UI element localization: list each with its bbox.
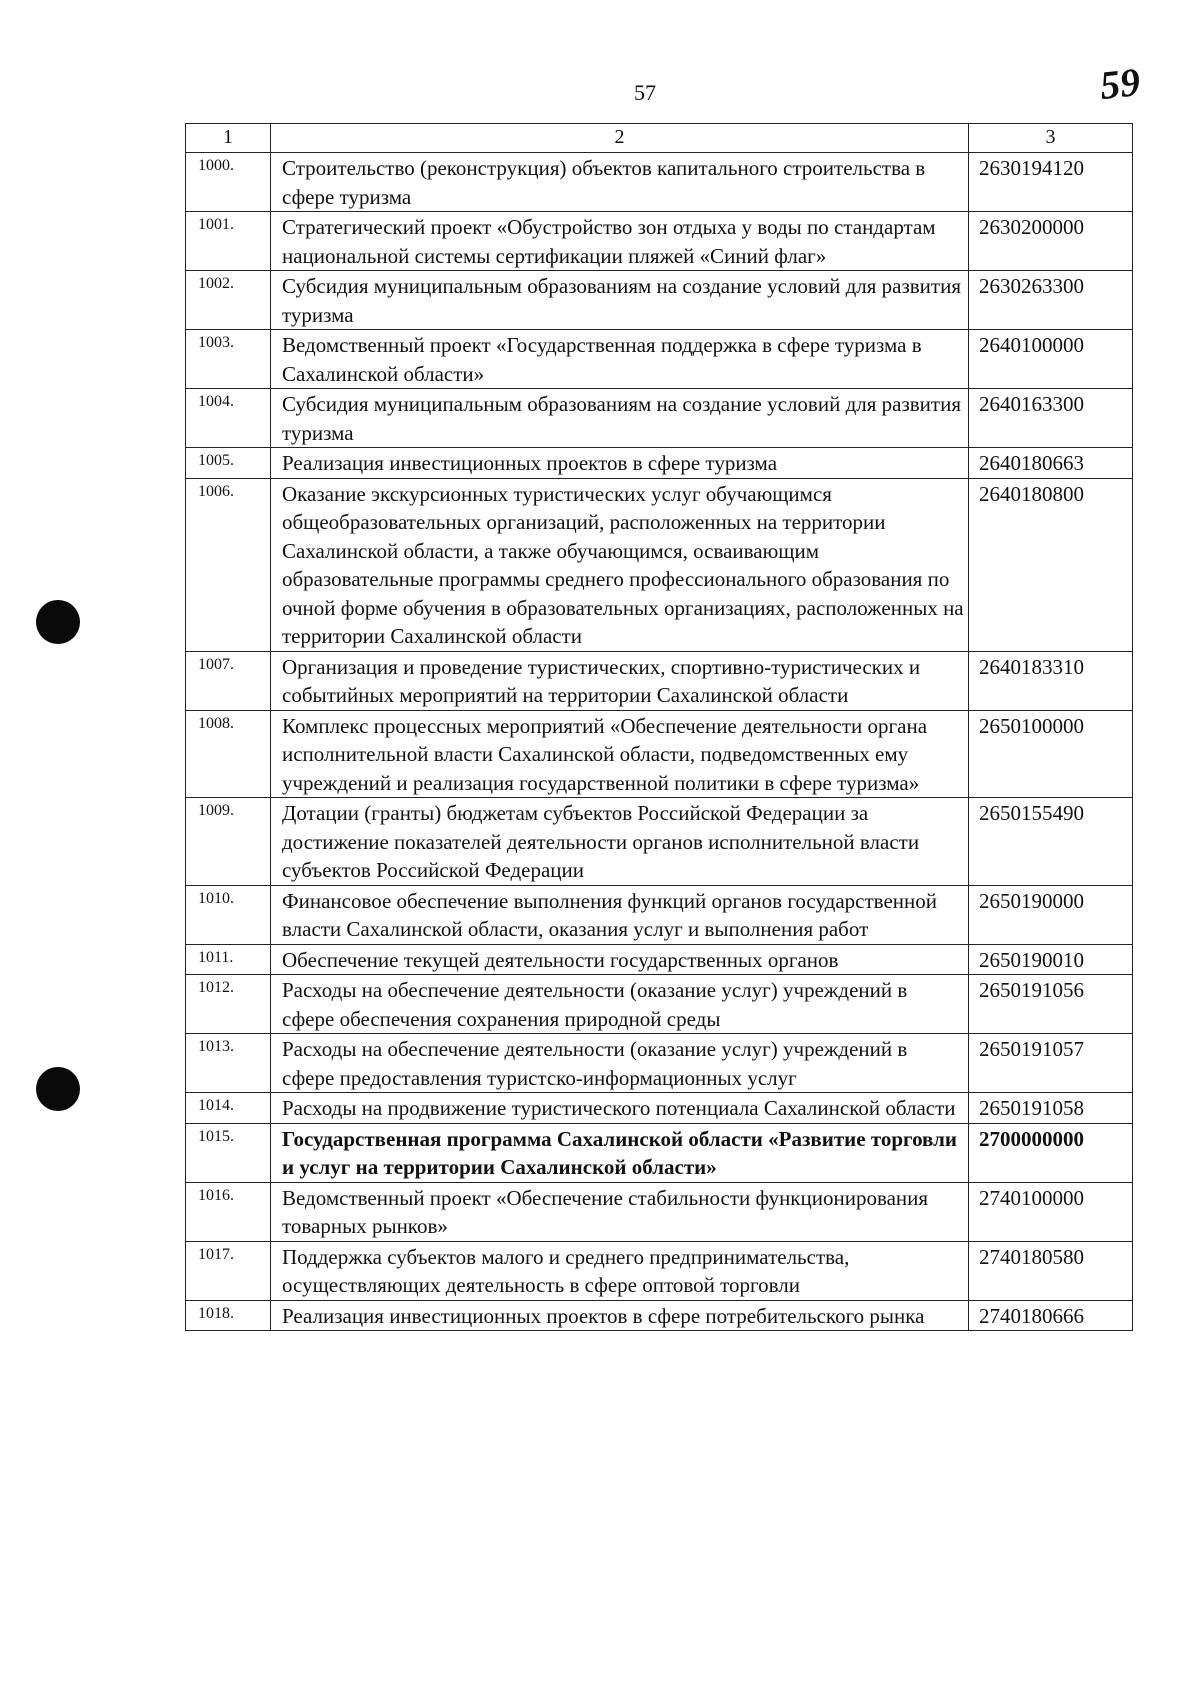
row-name: Расходы на обеспечение деятельности (оказание услуг) учреждений в сфере предоставления туристско-информационных услуг [271, 1034, 969, 1093]
row-code: 2650155490 [969, 798, 1133, 886]
row-code: 2640180800 [969, 478, 1133, 651]
budget-classification-table [185, 123, 1133, 1331]
table-row [186, 1123, 1133, 1182]
row-number: 1006. [186, 478, 271, 651]
row-number: 1003. [186, 330, 271, 389]
row-name: Реализация инвестиционных проектов в сфере потребительского рынка [271, 1300, 969, 1331]
table-row [186, 944, 1133, 975]
table-row [186, 271, 1133, 330]
row-code: 2740100000 [969, 1182, 1133, 1241]
table-row [186, 975, 1133, 1034]
row-code: 2650190000 [969, 885, 1133, 944]
table-row [186, 1300, 1133, 1331]
row-name: Расходы на обеспечение деятельности (оказание услуг) учреждений в сфере обеспечения сохранения природной среды [271, 975, 969, 1034]
row-name: Комплекс процессных мероприятий «Обеспечение деятельности органа исполнительной власти Сахалинской области, подведомственных ему учреждений и реализация государственной политики в сфере туризма» [271, 710, 969, 798]
row-name: Ведомственный проект «Обеспечение стабильности функционирования товарных рынков» [271, 1182, 969, 1241]
row-name: Организация и проведение туристических, спортивно-туристических и событийных мероприятий на территории Сахалинской области [271, 651, 969, 710]
row-name: Реализация инвестиционных проектов в сфере туризма [271, 448, 969, 479]
row-name: Строительство (реконструкция) объектов капитального строительства в сфере туризма [271, 153, 969, 212]
row-name: Поддержка субъектов малого и среднего предпринимательства, осуществляющих деятельность в сфере оптовой торговли [271, 1241, 969, 1300]
row-code: 2640183310 [969, 651, 1133, 710]
punch-hole-mark [36, 1067, 80, 1111]
row-code: 2640180663 [969, 448, 1133, 479]
punch-hole-mark [36, 600, 80, 644]
row-number: 1004. [186, 389, 271, 448]
row-number: 1018. [186, 1300, 271, 1331]
table-row [186, 153, 1133, 212]
table-row [186, 885, 1133, 944]
page-number: 57 [634, 80, 656, 105]
row-number: 1007. [186, 651, 271, 710]
table-row [186, 1241, 1133, 1300]
row-name: Ведомственный проект «Государственная поддержка в сфере туризма в Сахалинской области» [271, 330, 969, 389]
row-number: 1015. [186, 1123, 271, 1182]
table-row [186, 1034, 1133, 1093]
row-code: 2740180580 [969, 1241, 1133, 1300]
column-header-number: 1 [186, 124, 271, 153]
table-row [186, 1093, 1133, 1124]
row-number: 1000. [186, 153, 271, 212]
row-number: 1005. [186, 448, 271, 479]
row-code: 2650191058 [969, 1093, 1133, 1124]
column-header-code: 3 [969, 124, 1133, 153]
table-row [186, 651, 1133, 710]
row-name: Дотации (гранты) бюджетам субъектов Российской Федерации за достижение показателей деятельности органов исполнительной власти субъектов Российской Федерации [271, 798, 969, 886]
row-name: Расходы на продвижение туристического потенциала Сахалинской области [271, 1093, 969, 1124]
row-name: Государственная программа Сахалинской области «Развитие торговли и услуг на территории Сахалинской области» [271, 1123, 969, 1182]
row-number: 1002. [186, 271, 271, 330]
row-code: 2630194120 [969, 153, 1133, 212]
table-row [186, 330, 1133, 389]
row-code: 2740180666 [969, 1300, 1133, 1331]
row-code: 2630200000 [969, 212, 1133, 271]
row-number: 1009. [186, 798, 271, 886]
row-name: Субсидия муниципальным образованиям на создание условий для развития туризма [271, 271, 969, 330]
row-code: 2650191057 [969, 1034, 1133, 1093]
row-code: 2650100000 [969, 710, 1133, 798]
row-number: 1012. [186, 975, 271, 1034]
table-body [186, 153, 1133, 1331]
table-row [186, 448, 1133, 479]
table-header-row [186, 124, 1133, 153]
row-number: 1017. [186, 1241, 271, 1300]
table-row [186, 389, 1133, 448]
row-code: 2640100000 [969, 330, 1133, 389]
row-number: 1014. [186, 1093, 271, 1124]
row-number: 1011. [186, 944, 271, 975]
row-name: Оказание экскурсионных туристических услуг обучающимся общеобразовательных организаций, расположенных на территории Сахалинской области, а также обучающимся, осваивающим образовательные программы среднего профессионального образования по очной форме обучения в образовательных организациях, расположенных на территории Сахалинской области [271, 478, 969, 651]
row-number: 1013. [186, 1034, 271, 1093]
table-row [186, 212, 1133, 271]
column-header-name: 2 [271, 124, 969, 153]
row-name: Обеспечение текущей деятельности государственных органов [271, 944, 969, 975]
row-name: Стратегический проект «Обустройство зон отдыха у воды по стандартам национальной системы сертификации пляжей «Синий флаг» [271, 212, 969, 271]
row-name: Финансовое обеспечение выполнения функций органов государственной власти Сахалинской области, оказания услуг и выполнения работ [271, 885, 969, 944]
row-name: Субсидия муниципальным образованиям на создание условий для развития туризма [271, 389, 969, 448]
row-number: 1008. [186, 710, 271, 798]
table-row [186, 1182, 1133, 1241]
row-number: 1016. [186, 1182, 271, 1241]
row-code: 2640163300 [969, 389, 1133, 448]
table-row [186, 710, 1133, 798]
row-code: 2650190010 [969, 944, 1133, 975]
row-number: 1010. [186, 885, 271, 944]
row-number: 1001. [186, 212, 271, 271]
table-row [186, 798, 1133, 886]
row-code: 2650191056 [969, 975, 1133, 1034]
handwritten-sheet-number: 59 [1097, 59, 1143, 108]
row-code: 2630263300 [969, 271, 1133, 330]
row-code: 2700000000 [969, 1123, 1133, 1182]
table-row [186, 478, 1133, 651]
